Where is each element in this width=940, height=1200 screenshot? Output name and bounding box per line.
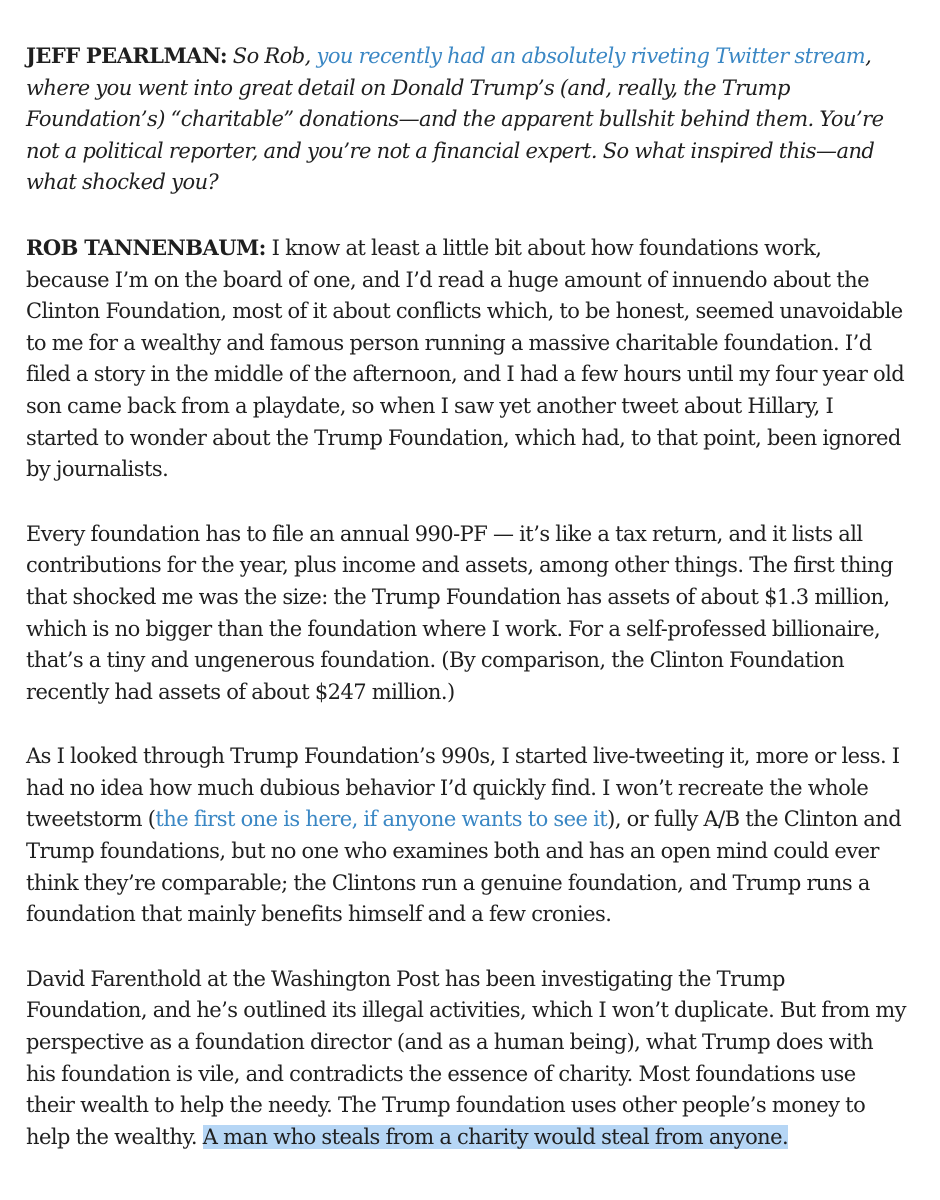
question-text-rest: , where you went into great detail on Donald Trump’s (and, really, the Trump Foundation’s) “charitable” donations—and the apparent bullshit behind them. You’re not a political reporter, and you’re not a financial expert. So what inspired this—and what shocked you?	[26, 44, 884, 195]
twitter-stream-link[interactable]: you recently had an absolutely riveting Twitter stream	[316, 44, 866, 68]
article-body	[26, 40, 906, 1186]
paragraph-answer-2	[26, 519, 906, 709]
answer-text-3-intro: As I looked through Trump Foundation’s 990s, I started live-tweeting it, more or less. I had no idea how much dubious behavior I’d quickly find. I won’t recreate the whole tweetstorm (	[26, 744, 900, 832]
paragraph-answer-4	[26, 964, 906, 1154]
answer-text-4: David Farenthold at the Washington Post has been investigating the Trump Foundation, and he’s outlined its illegal activities, which I won’t duplicate. But from my perspective as a foundation director (and as a human being), what Trump does with his foundation is vile, and contradicts the essence of charity. Most foundations use their wealth to help the needy. The Trump foundation uses other people’s money to help the wealthy.	[26, 966, 906, 1149]
first-tweet-link[interactable]: the first one is here, if anyone wants to see it	[155, 807, 608, 832]
question-text-intro: So Rob,	[227, 44, 317, 68]
highlighted-quote: A man who steals from a charity would steal from anyone.	[202, 1124, 789, 1149]
paragraph-answer-1	[26, 232, 906, 486]
speaker-label-interviewer: JEFF PEARLMAN:	[26, 43, 228, 68]
paragraph-answer-3	[26, 741, 906, 931]
answer-text-2: Every foundation has to file an annual 990-PF — it’s like a tax return, and it lists all contributions for the year, plus income and assets, among other things. The first thing that shocked me was the size: the Trump Foundation has assets of about $1.3 million, which is no bigger than the foundation where I work. For a self-professed billionaire, that’s a tiny and ungenerous foundation. (By comparison, the Clinton Foundation recently had assets of about $247 million.)	[26, 521, 893, 704]
answer-text-3-rest: ), or fully A/B the Clinton and Trump foundations, but no one who examines both and has an open mind could ever think they’re comparable; the Clintons run a genuine foundation, and Trump runs a foundation that mainly benefits himself and a few cronies.	[26, 807, 902, 927]
answer-text-1: I know at least a little bit about how foundations work, because I’m on the board of one, and I’d read a huge amount of innuendo about the Clinton Foundation, most of it about conflicts which, to be honest, seemed unavoidable to me for a wealthy and famous person running a massive charitable foundation. I’d filed a story in the middle of the afternoon, and I had a few hours until my four year old son came back from a playdate, so when I saw yet another tweet about Hillary, I started to wonder about the Trump Foundation, which had, to that point, been ignored by journalists.	[26, 235, 905, 482]
paragraph-question	[26, 40, 906, 199]
speaker-label-interviewee: ROB TANNENBAUM:	[26, 234, 266, 260]
